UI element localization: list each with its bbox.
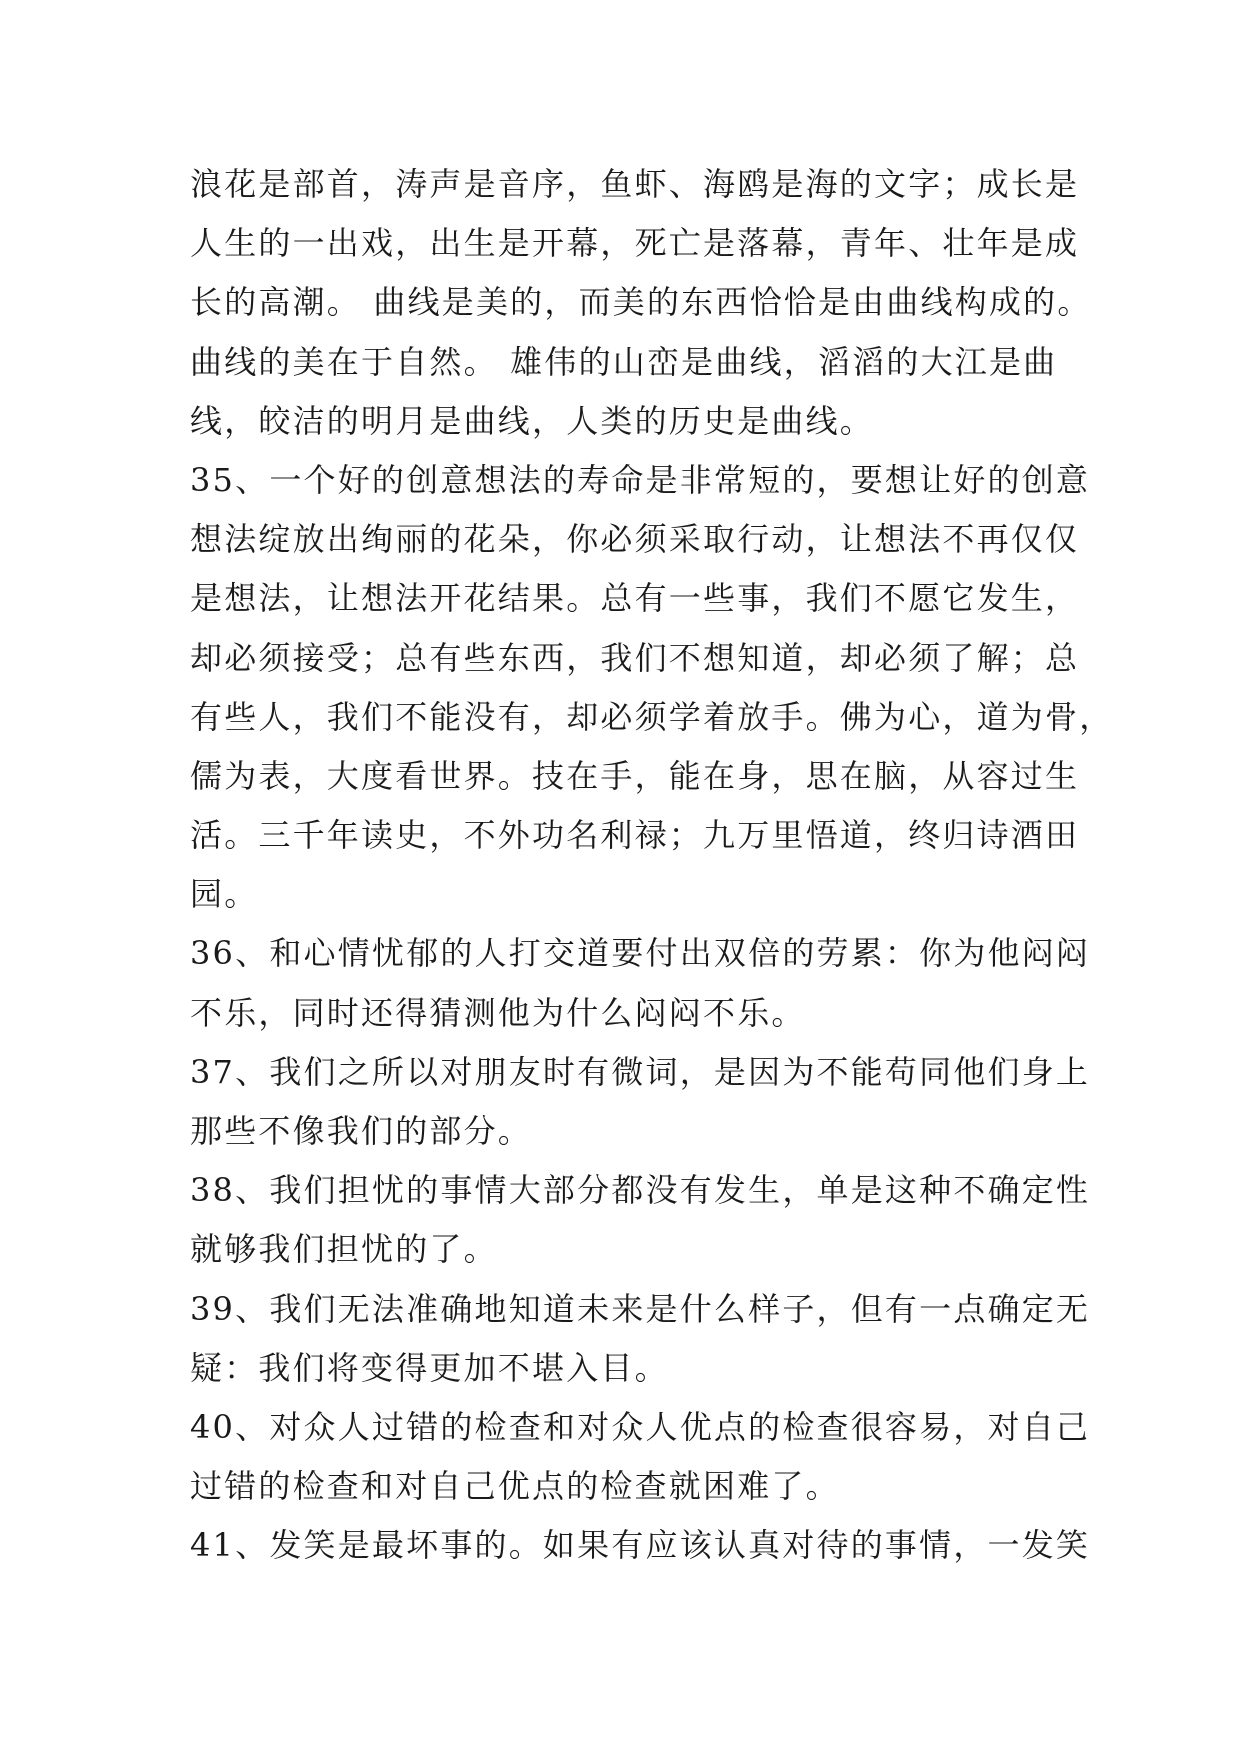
text-line: 线，皎洁的明月是曲线，人类的历史是曲线。 <box>190 401 875 440</box>
text-line: 曲线的美在于自然。 雄伟的山峦是曲线，滔滔的大江是曲 <box>190 342 1058 381</box>
text-line: 却必须接受；总有些东西，我们不想知道，却必须了解；总 <box>190 638 1080 677</box>
text-line: 不乐，同时还得猜测他为什么闷闷不乐。 <box>190 993 806 1032</box>
text-line: 活。三千年读史，不外功名利禄；九万里悟道，终归诗酒田 <box>190 816 1080 855</box>
body-text <box>190 155 1114 1576</box>
text-line: 38、我们担忧的事情大部分都没有发生，单是这种不确定性 <box>190 1171 1091 1210</box>
text-line: 长的高潮。 曲线是美的，而美的东西恰恰是由曲线构成的。 <box>190 283 1092 322</box>
text-line: 41、发笑是最坏事的。如果有应该认真对待的事情，一发笑 <box>190 1526 1091 1565</box>
text-line: 儒为表，大度看世界。技在手，能在身，思在脑，从容过生 <box>190 756 1080 795</box>
text-line: 浪花是部首，涛声是音序，鱼虾、海鸥是海的文字；成长是 <box>190 165 1080 203</box>
text-line: 疑：我们将变得更加不堪入目。 <box>190 1348 669 1387</box>
text-line: 有些人，我们不能没有，却必须学着放手。佛为心，道为骨， <box>190 697 1114 736</box>
text-line: 想法绽放出绚丽的花朵，你必须采取行动，让想法不再仅仅 <box>190 520 1080 559</box>
text-line: 是想法，让想法开花结果。总有一些事，我们不愿它发生， <box>190 579 1080 618</box>
text-line: 35、一个好的创意想法的寿命是非常短的，要想让好的创意 <box>190 460 1091 499</box>
text-line: 40、对众人过错的检查和对众人优点的检查很容易，对自己 <box>190 1407 1091 1446</box>
text-line: 人生的一出戏，出生是开幕，死亡是落幕，青年、壮年是成 <box>190 224 1080 263</box>
text-line: 那些不像我们的部分。 <box>190 1112 533 1150</box>
text-line: 37、我们之所以对朋友时有微词，是因为不能苟同他们身上 <box>190 1052 1091 1091</box>
text-line: 就够我们担忧的了。 <box>190 1230 498 1269</box>
text-line: 过错的检查和对自己优点的检查就困难了。 <box>190 1467 840 1506</box>
text-line: 36、和心情忧郁的人打交道要付出双倍的劳累：你为他闷闷 <box>190 934 1091 973</box>
text-line: 39、我们无法准确地知道未来是什么样子，但有一点确定无 <box>190 1289 1091 1328</box>
text-line: 园。 <box>190 875 259 914</box>
